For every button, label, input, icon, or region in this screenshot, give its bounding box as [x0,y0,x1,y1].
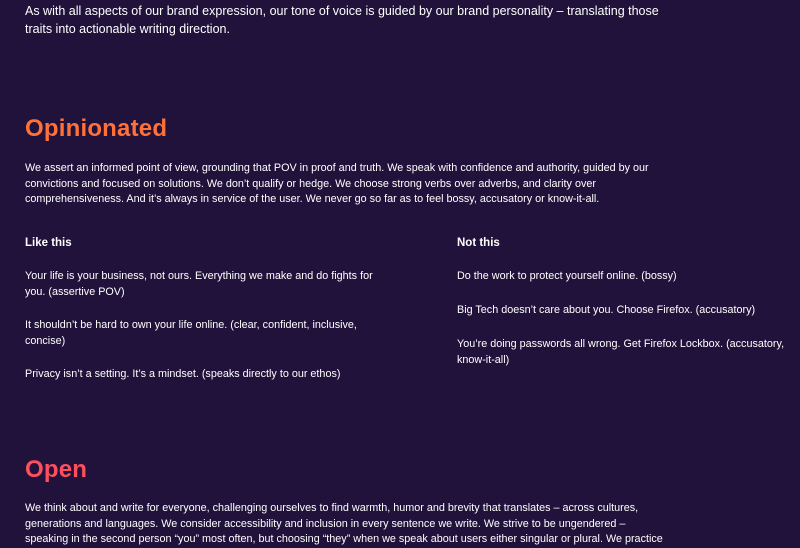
section-title-opinionated: Opinionated [25,115,168,142]
like-example: Your life is your business, not ours. Everything we make and do fights for you. (assertive POV) [25,270,373,298]
not-example: Big Tech doesn’t care about you. Choose Firefox. (accusatory) [457,304,756,316]
not-this-heading: Not this [457,237,500,249]
like-example: It shouldn’t be hard to own your life online. (clear, confident, inclusive, concise) [25,319,357,347]
like-this-heading: Like this [25,237,72,249]
not-example: You’re doing passwords all wrong. Get Firefox Lockbox. (accusatory, know-it-all) [457,338,785,366]
section-body-open: We think about and write for everyone, challenging ourselves to find warmth, humor and brevity that translates – across cultures, generations and languages. We consider accessibility and inclusion in every sentence we write. We strive to be ungendered – speaking in the second person “you” most often, but choosing “they” when we speak about users either singular or plural. We practice [25,502,663,545]
intro-paragraph: As with all aspects of our brand expression, our tone of voice is guided by our brand personality – translating those traits into actionable writing direction. [25,4,659,36]
section-title-open: Open [25,456,88,483]
like-example: Privacy isn’t a setting. It’s a mindset. (speaks directly to our ethos) [25,368,341,380]
section-body-opinionated: We assert an informed point of view, grounding that POV in proof and truth. We speak with confidence and authority, guided by our convictions and focused on solutions. We don’t qualify or hedge. We choose strong verbs over adverbs, and clarity over comprehensiveness. And it’s always in service of the user. We never go so far as to feel bossy, accusatory or know-it-all. [25,162,649,205]
not-example: Do the work to protect yourself online. (bossy) [457,270,677,282]
